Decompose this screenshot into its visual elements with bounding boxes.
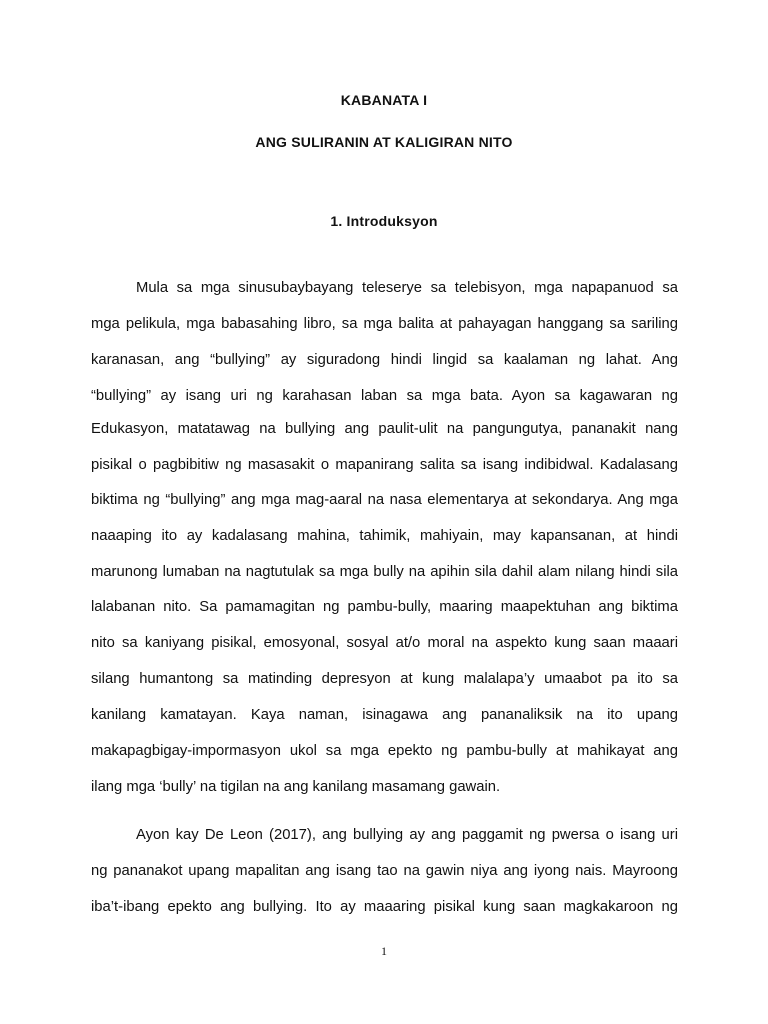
paragraph-1-line: “bullying” ay isang uri ng karahasan laban sa mga bata. Ayon sa kagawaran ng — [91, 388, 678, 404]
paragraph-1-line: Mula sa mga sinusubaybayang teleserye sa telebisyon, mga napapanuod sa — [136, 280, 678, 296]
paragraph-1-line: biktima ng “bullying” ang mga mag-aaral na nasa elementarya at sekondarya. Ang mga — [91, 492, 678, 508]
paragraph-1-line: marunong lumaban na nagtutulak sa mga bully na apihin sila dahil alam nilang hindi sila — [91, 564, 678, 580]
page-number: 1 — [381, 944, 387, 958]
paragraph-1-line: mga pelikula, mga babasahing libro, sa mga balita at pahayagan hanggang sa sariling — [91, 316, 678, 332]
paragraph-1-line: pisikal o pagbibitiw ng masasakit o mapanirang salita sa isang indibidwal. Kadalasang — [91, 457, 678, 473]
paragraph-1-line: Edukasyon, matatawag na bullying ang paulit-ulit na pangungutya, pananakit nang — [91, 421, 678, 437]
section-heading: 1. Introduksyon — [330, 213, 438, 229]
chapter-title: ANG SULIRANIN AT KALIGIRAN NITO — [255, 134, 513, 150]
paragraph-1-line: nito sa kaniyang pisikal, emosyonal, sosyal at/o moral na aspekto kung saan maaari — [91, 635, 678, 651]
paragraph-2-line: ng pananakot upang mapalitan ang isang tao na gawin niya ang iyong nais. Mayroong — [91, 863, 678, 879]
paragraph-1-line: kanilang kamatayan. Kaya naman, isinagawa ang pananaliksik na ito upang — [91, 707, 678, 723]
paragraph-1-line: makapagbigay-impormasyon ukol sa mga epekto ng pambu-bully at mahikayat ang — [91, 743, 678, 759]
paragraph-1-line: lalabanan nito. Sa pamamagitan ng pambu-bully, maaring maapektuhan ang biktima — [91, 599, 678, 615]
paragraph-1-line: naaaping ito ay kadalasang mahina, tahimik, mahiyain, may kapansanan, at hindi — [91, 528, 678, 544]
paragraph-2-line: iba’t-ibang epekto ang bullying. Ito ay maaaring pisikal kung saan magkakaroon ng — [91, 899, 678, 915]
paragraph-2-line: Ayon kay De Leon (2017), ang bullying ay ang paggamit ng pwersa o isang uri — [136, 827, 678, 843]
paragraph-1-line: silang humantong sa matinding depresyon at kung malalapa’y umaabot pa ito sa — [91, 671, 678, 687]
paragraph-1-line: karanasan, ang “bullying” ay siguradong hindi lingid sa kaalaman ng lahat. Ang — [91, 352, 678, 368]
chapter-heading: KABANATA I — [340, 92, 428, 108]
paragraph-1-line: ilang mga ‘bully’ na tigilan na ang kanilang masamang gawain. — [91, 779, 501, 795]
